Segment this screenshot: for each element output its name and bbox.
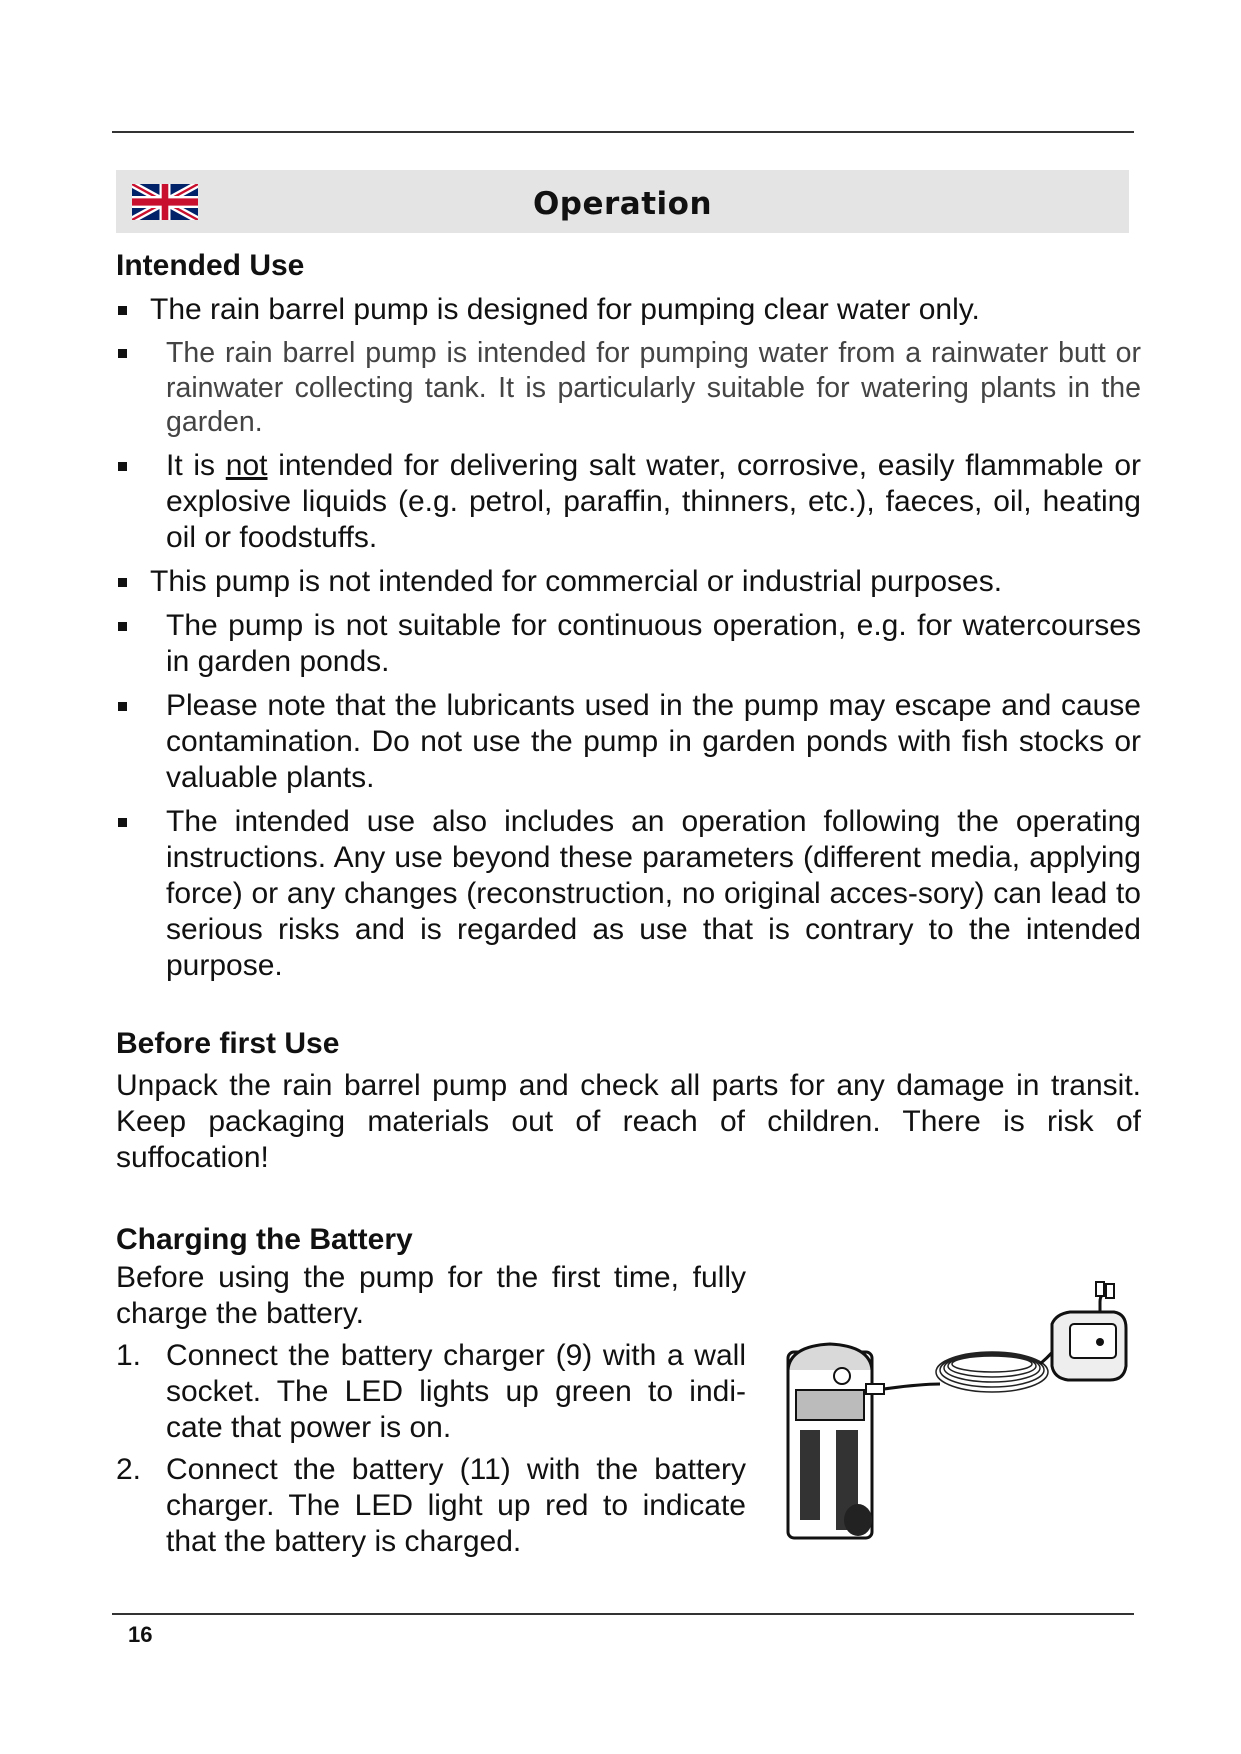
- intended-use-list: [116, 292, 1141, 984]
- list-item: The intended use also includes an operation following the operating instructions. Any use beyond these parameters (different media, applying force) or any changes (reconstruction, no original acces-sory) can lead to serious risks and is regarded as use that is contrary to the intended purpose.: [116, 804, 1141, 984]
- text-segment: It is: [166, 448, 226, 482]
- top-rule: [112, 131, 1134, 133]
- before-first-use-text: Unpack the rain barrel pump and check all parts for any damage in transit. Keep packaging materials out of reach of children. There is risk of suffocation!: [116, 1068, 1141, 1174]
- list-item: The pump is not suitable for continuous operation, e.g. for watercourses in garden ponds.: [116, 608, 1141, 680]
- text-segment: intended for delivering salt water, corrosive, easily flammable or explosive liquids (e.g. petrol, paraffin, thinners, etc.), faeces, oil, heating oil or foodstuffs.: [166, 448, 1141, 554]
- list-item: The rain barrel pump is intended for pumping water from a rainwater butt or rainwater collecting tank. It is particularly suitable for watering plants in the garden.: [116, 336, 1141, 440]
- charging-steps: [116, 1338, 746, 1560]
- list-item: [116, 448, 1141, 556]
- list-item: The rain barrel pump is designed for pumping clear water only.: [116, 292, 1141, 328]
- battery-charger-illustration: [770, 1280, 1140, 1580]
- section-title: Operation: [532, 186, 713, 222]
- section-header: [116, 170, 1129, 233]
- heading-before-first-use: Before first Use: [116, 1026, 340, 1060]
- step-number: 1.: [116, 1338, 142, 1372]
- step-number: 2.: [116, 1452, 142, 1486]
- bottom-rule: [112, 1613, 1134, 1615]
- step-text: Connect the battery (11) with the battery charger. The LED light up red to indicate that the battery is charged.: [166, 1452, 746, 1558]
- step-item: [116, 1452, 746, 1560]
- list-item: Please note that the lubricants used in the pump may escape and cause contamination. Do not use the pump in garden ponds with fish stocks or valuable plants.: [116, 688, 1141, 796]
- page-number: 16: [128, 1622, 153, 1647]
- list-item: This pump is not intended for commercial or industrial purposes.: [116, 564, 1141, 600]
- heading-charging-battery: Charging the Battery: [116, 1222, 413, 1256]
- step-item: [116, 1338, 746, 1446]
- charging-intro: Before using the pump for the first time, fully charge the battery.: [116, 1260, 746, 1330]
- underlined-word: not: [225, 448, 268, 482]
- step-text: Connect the battery charger (9) with a wall socket. The LED lights up green to indi-cate that power is on.: [166, 1338, 746, 1444]
- heading-intended-use: Intended Use: [116, 249, 305, 282]
